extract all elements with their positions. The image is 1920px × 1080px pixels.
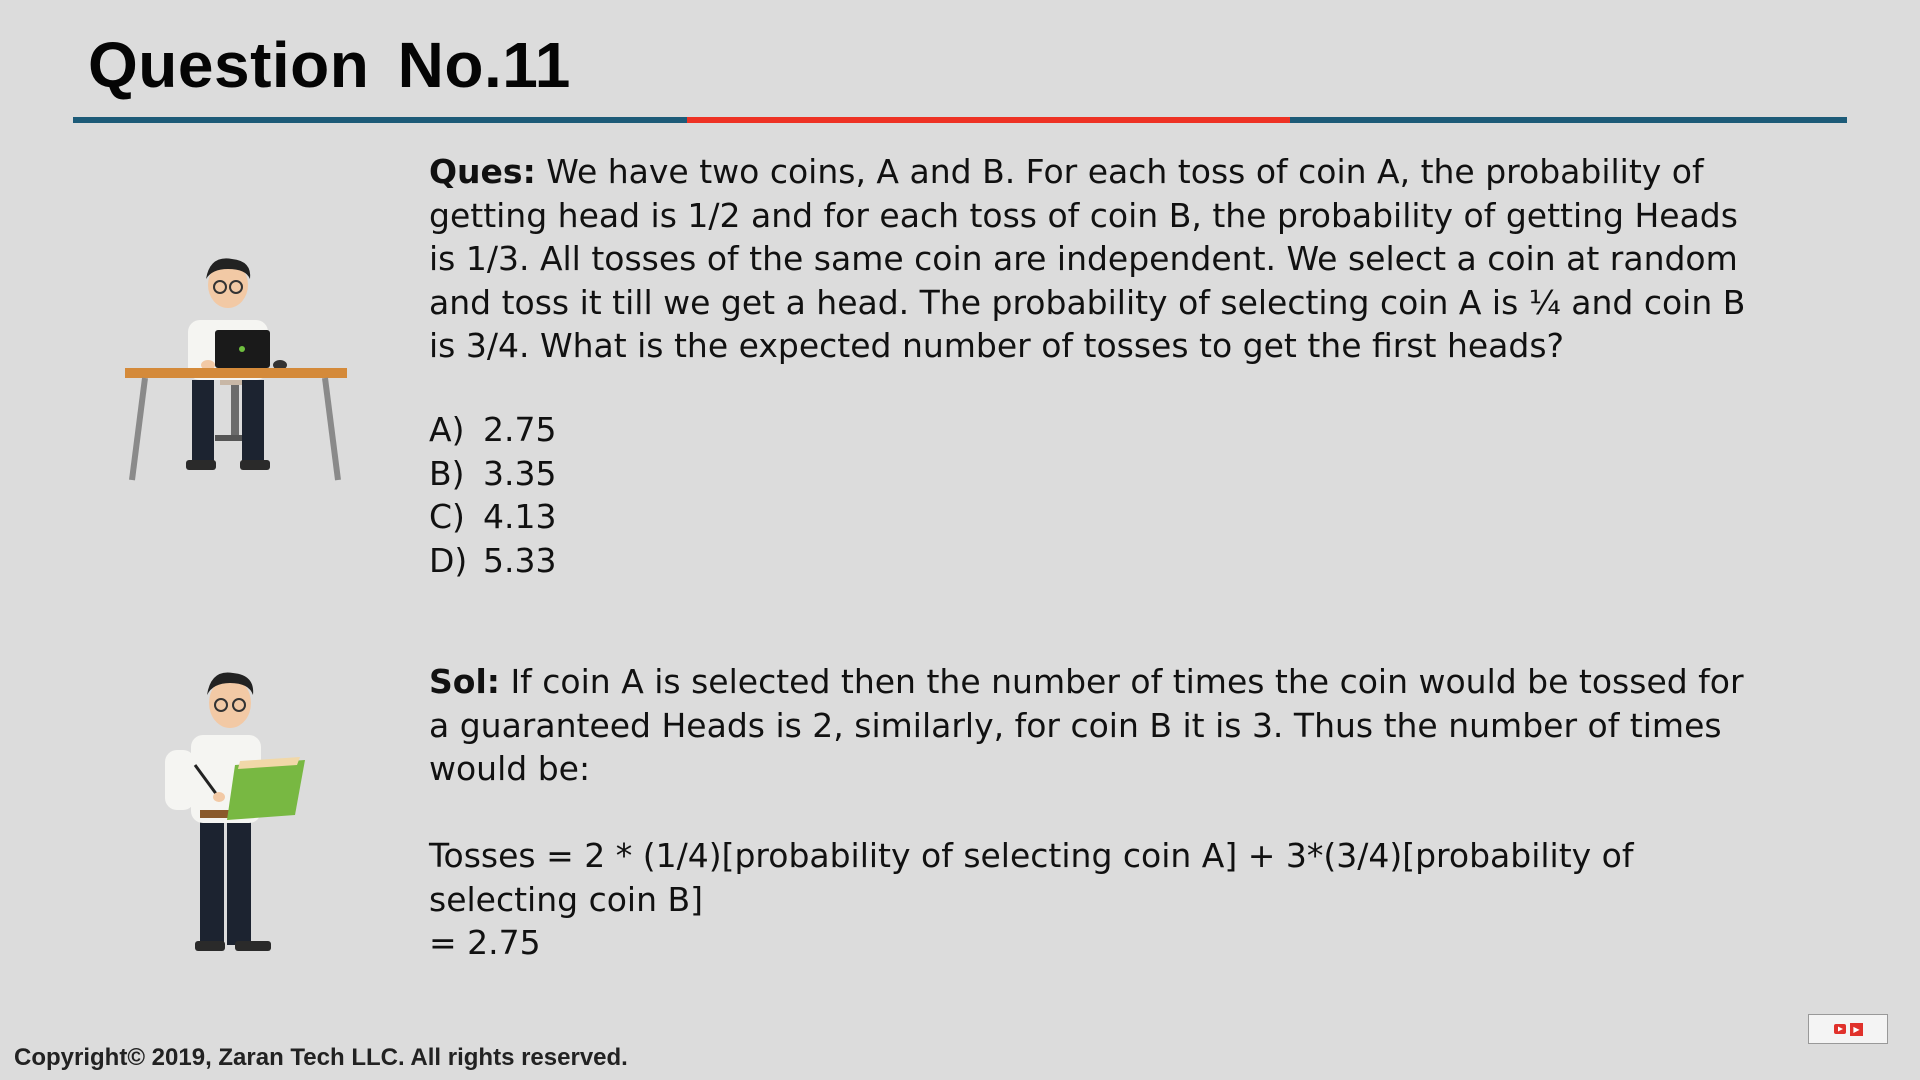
question-label: Ques: bbox=[429, 152, 536, 191]
copyright-notice: Copyright© 2019, Zaran Tech LLC. All rights reserved. bbox=[14, 1044, 628, 1071]
solution-formula bbox=[429, 834, 1759, 965]
title-divider bbox=[73, 117, 1847, 123]
option-letter: A) bbox=[429, 410, 465, 449]
right-leg bbox=[227, 815, 251, 945]
desk-leg-left bbox=[132, 378, 145, 480]
laptop-logo bbox=[239, 346, 245, 352]
desk-top bbox=[125, 368, 347, 378]
right-hand bbox=[213, 792, 225, 802]
option-letter: D) bbox=[429, 540, 468, 580]
divider-segment-left bbox=[73, 117, 687, 123]
subscribe-icon bbox=[1833, 1022, 1847, 1036]
option-value: 3.35 bbox=[483, 453, 557, 493]
option-letter: B) bbox=[429, 453, 465, 493]
formula-line-2: = 2.75 bbox=[429, 923, 541, 962]
solution-text: If coin A is selected then the number of times the coin would be tossed for a guaranteed Heads is 2, similarly, for coin B it is 3. Thus the number of times would be: bbox=[429, 662, 1744, 788]
option-value: 4.13 bbox=[483, 497, 557, 536]
option-b bbox=[429, 452, 556, 496]
option-value: 2.75 bbox=[483, 410, 557, 449]
question-paragraph bbox=[429, 150, 1759, 368]
option-letter: C) bbox=[429, 497, 465, 536]
left-shoe bbox=[195, 941, 225, 951]
subscribe-label: ▶ bbox=[1850, 1023, 1862, 1036]
left-leg bbox=[200, 815, 224, 945]
chair-post bbox=[231, 385, 239, 440]
clipboard bbox=[227, 757, 305, 820]
formula-line-1: Tosses = 2 * (1/4)[probability of selecting coin A] + 3*(3/4)[probability of selecting coin B] bbox=[429, 836, 1634, 919]
question-text: We have two coins, A and B. For each toss of coin A, the probability of getting head is 1/2 and for each toss of coin B, the probability of getting Heads is 1/3. All tosses of the same coin are independent. We select a coin at random and toss it till we get a head. The probability of selecting coin A is ¼ and coin B is 3/4. What is the expected number of tosses to get the first heads? bbox=[429, 152, 1746, 365]
option-c bbox=[429, 495, 556, 539]
answer-options bbox=[429, 408, 556, 582]
right-shoe bbox=[235, 941, 271, 951]
divider-segment-middle bbox=[687, 117, 1290, 123]
person-with-clipboard-illustration bbox=[155, 665, 315, 960]
desk-leg-right bbox=[325, 378, 338, 480]
person-at-desk-illustration bbox=[120, 255, 355, 485]
option-d bbox=[429, 539, 556, 583]
right-shoe bbox=[240, 460, 270, 470]
solution-paragraph bbox=[429, 660, 1759, 791]
solution-label: Sol: bbox=[429, 662, 500, 701]
left-shoe bbox=[186, 460, 216, 470]
option-value: 5.33 bbox=[483, 540, 557, 580]
option-a bbox=[429, 408, 556, 452]
divider-segment-right bbox=[1290, 117, 1847, 123]
page-title: Question No.11 bbox=[88, 29, 571, 101]
left-arm bbox=[165, 750, 195, 810]
left-leg bbox=[192, 380, 214, 465]
subscribe-watermark-button[interactable] bbox=[1808, 1014, 1888, 1044]
right-leg bbox=[242, 380, 264, 465]
